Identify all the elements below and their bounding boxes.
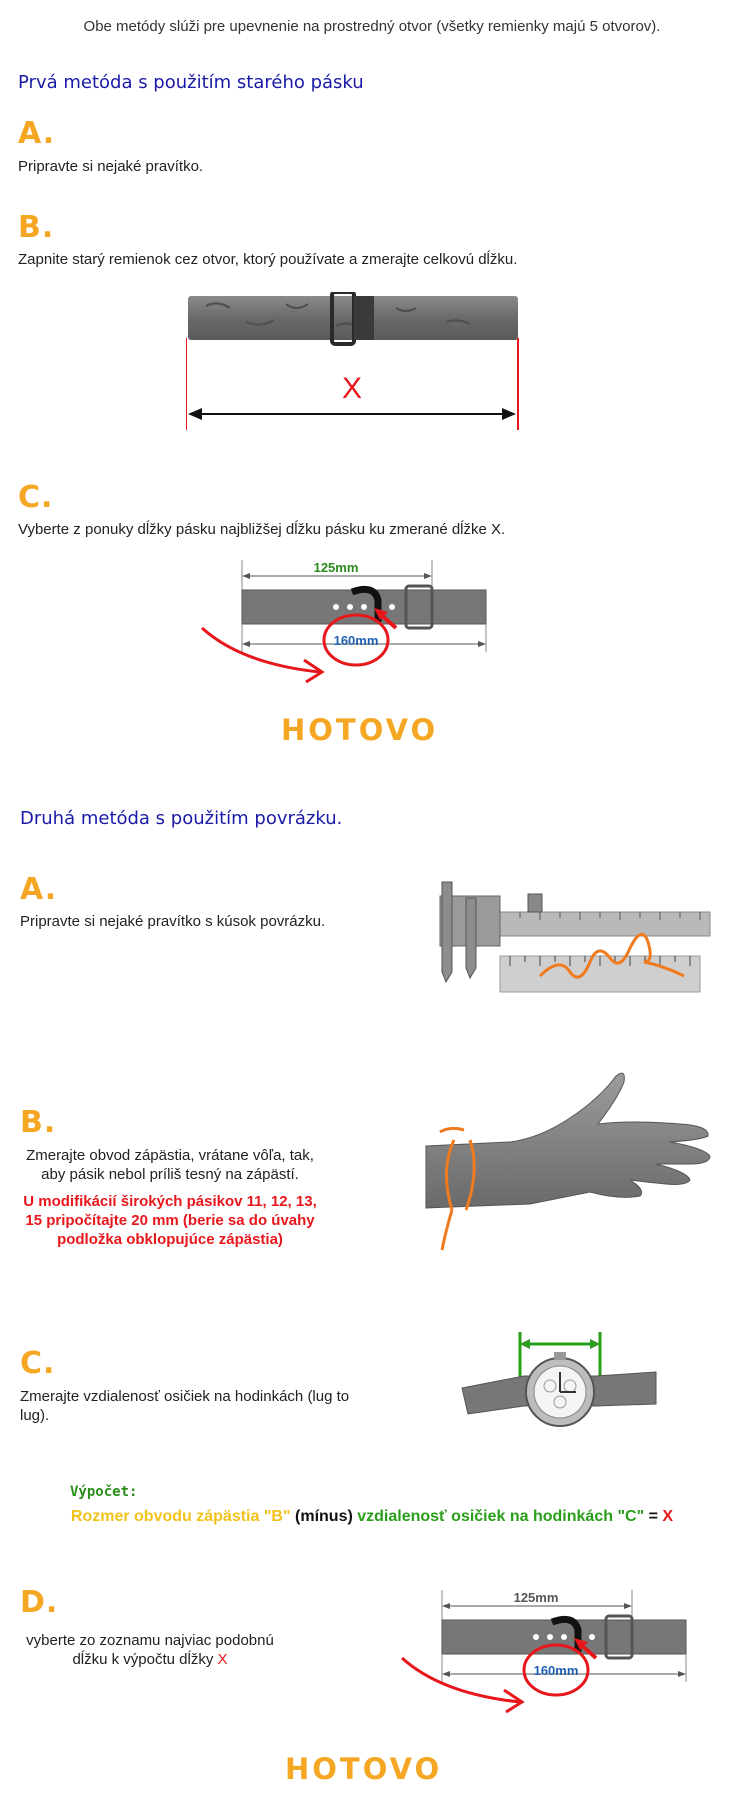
strap-measure-image [186, 292, 522, 432]
calc-formula [0, 1508, 744, 1526]
method2-step-b-letter: B. [20, 1105, 57, 1140]
intro-text: Obe metódy slúži pre upevnenie na prostredný otvor (všetky remienky majú 5 otvorov). [83, 18, 661, 35]
wrist-hand-image [420, 1068, 720, 1268]
method2-step-d-text [20, 1631, 280, 1669]
method1-step-c-text: Vyberte z ponuky dĺžky pásku najbližšej dĺžku pásku ku zmerané dĺžke X. [18, 521, 506, 538]
method2-step-a-letter: A. [20, 872, 58, 907]
method2-step-d-letter: D. [20, 1585, 59, 1620]
method2-step-d-highlight: X [217, 1651, 228, 1668]
calc-part-wrist: Rozmer obvodu zápästia "B" [70, 1508, 291, 1525]
method1-step-c-letter: C. [18, 480, 54, 515]
method2-step-b-text: Zmerajte obvod zápästia, vrátane vôľa, tak, aby pásik nebol príliš tesný na zápästí. [26, 1147, 314, 1183]
calc-part-x: X [662, 1508, 674, 1525]
method1-step-a-letter: A. [18, 116, 56, 151]
diagram1-bottom-label: 160mm [333, 633, 379, 648]
pointer-arrow-2 [396, 1644, 536, 1714]
measure-x-label: X [341, 372, 363, 405]
method2-done: HOTOVO [285, 1752, 443, 1786]
method1-title: Prvá metóda s použitím starého pásku [18, 72, 364, 93]
method2-title: Druhá metóda s použitím povrázku. [20, 808, 343, 829]
method1-step-b-text: Zapnite starý remienok cez otvor, ktorý používate a zmerajte celkovú dĺžku. [18, 251, 518, 268]
hand [426, 1073, 710, 1208]
calc-part-minus: (mínus) [295, 1508, 353, 1525]
pointer-arrow-1 [196, 614, 336, 684]
calc-part-equals: = [648, 1508, 658, 1525]
caliper-ruler-image [420, 872, 720, 1002]
method2-step-a-text: Pripravte si nejaké pravítko s kúsok povrázku. [20, 913, 326, 930]
calc-part-lugs: vzdialenosť osičiek na hodinkách "C" [357, 1508, 645, 1525]
method2-step-b-note: U modifikácií širokých pásikov 11, 12, 13, 15 pripočítajte 20 mm (berie sa do úvahy podložka obklopujúce zápästia) [23, 1193, 317, 1248]
calc-label: Výpočet: [70, 1484, 138, 1500]
diagram2-top-label: 125mm [513, 1590, 559, 1605]
method1-step-b-letter: B. [18, 210, 55, 245]
method2-step-c-letter: C. [20, 1346, 56, 1381]
method1-done: HOTOVO [281, 713, 439, 747]
method2-step-d-text-main: vyberte zo zoznamu najviac podobnú dĺžku k výpočtu dĺžky [26, 1632, 274, 1668]
diagram2-bottom-label: 160mm [533, 1663, 579, 1678]
diagram1-top-label: 125mm [313, 560, 359, 575]
method1-step-a-text: Pripravte si nejaké pravítko. [18, 158, 204, 175]
method2-step-c-text: Zmerajte vzdialenosť osičiek na hodinkách (lug to lug). [20, 1388, 350, 1424]
watch-lug-image [460, 1330, 660, 1440]
